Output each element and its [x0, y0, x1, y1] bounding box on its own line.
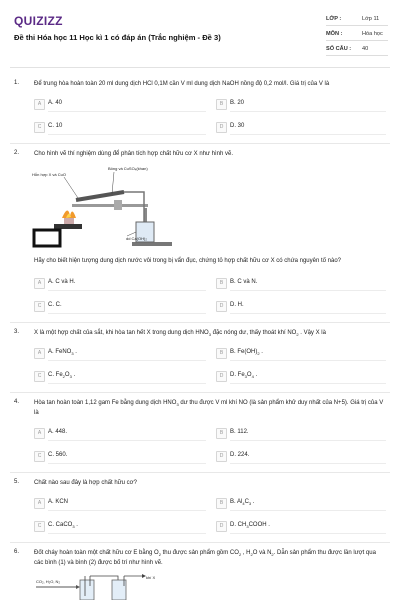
question-number: 3. [14, 329, 20, 335]
option-text: C. CaCO$_3$ . [48, 522, 78, 530]
option-text: A. C và H. [48, 279, 76, 285]
option-text: A. KCN [48, 499, 69, 505]
option-letter-box: C [34, 122, 45, 133]
meta-label: SỐ CÂU : [326, 46, 352, 52]
option-text: B. $Al_4C_3$ . [230, 499, 255, 507]
meta-value: Lớp 11 [362, 16, 380, 22]
option-letter-box: A [34, 99, 45, 110]
option-text: D. H. [230, 302, 244, 308]
option-letter-box: B [216, 428, 227, 439]
option-letter-box: C [34, 371, 45, 382]
option-letter-box: D [216, 371, 227, 382]
option-letter-box: A [34, 498, 45, 509]
option-text: B. $Fe(OH)_2$ . [230, 349, 263, 357]
option-letter-box: B [216, 498, 227, 509]
meta-label: LỚP : [326, 16, 342, 22]
meta-value: Hóa học [362, 31, 383, 37]
option-letter-box: B [216, 348, 227, 359]
option-letter-box: C [34, 301, 45, 312]
option-text: C. C. [48, 302, 62, 308]
question-text: Để trung hòa hoàn toàn 20 ml dung dịch HCl 0,1M cần V ml dung dịch NaOH nồng độ 0,2 mol/l. Giá trị của V là [34, 81, 330, 87]
option-text: C. 560. [48, 452, 68, 458]
option-letter-box: D [216, 122, 227, 133]
question-divider [10, 322, 390, 323]
option-letter-box: C [34, 451, 45, 462]
question-number: 6. [14, 549, 20, 555]
option-letter-box: D [216, 451, 227, 462]
question-number: 5. [14, 479, 20, 485]
figure-label-mixture: Hỗn hợp X và CuO [32, 172, 66, 177]
option-text: C. 10 [48, 123, 63, 129]
question-number: 1. [14, 80, 20, 86]
option-text: D. $CH_3COOH$ . [230, 522, 270, 530]
header-divider [10, 67, 390, 68]
option-text: C. $Fe_2O_3$ . [48, 372, 76, 380]
figure-label-products: CO₂, H₂O, N₂ [36, 579, 60, 584]
option-letter-box: D [216, 521, 227, 532]
option-letter-box: D [216, 301, 227, 312]
meta-value: 40 [362, 46, 369, 52]
question-text: X là một hợp chất của sắt, khi hòa tan hết X trong dung dịch $HNO_3$ đặc nóng dư, thấy thoát khí $NO_2$ . Vậy X là [34, 330, 326, 338]
absorption-figure [32, 574, 182, 600]
question-divider [10, 143, 390, 144]
option-text: B. 112. [230, 429, 249, 435]
question-text-continued: Hãy cho biết hiện tượng dung dịch nước vôi trong bị vẩn đục, chứng tỏ hợp chất hữu cơ X có chứa nguyên tố nào? [34, 258, 342, 264]
option-text: B. C và N. [230, 279, 258, 285]
question-divider [10, 472, 390, 473]
option-text: D. $Fe_3O_4$ . [230, 372, 258, 380]
question-text: Hòa tan hoàn toàn 1,12 gam Fe bằng dung dịch $HNO_3$ dư thu được V ml khí NO (là sản phẩm khử duy nhất của N+5). Giá trị của V là [34, 400, 384, 417]
question-number: 4. [14, 399, 20, 405]
option-letter-box: A [34, 278, 45, 289]
option-text: D. 224. [230, 452, 250, 458]
quizizz-logo: QUIZIZZ [14, 14, 63, 28]
option-text: A. FeNO$_3$ . [48, 349, 77, 357]
question-divider [10, 392, 390, 393]
option-text: D. 30 [230, 123, 245, 129]
option-letter-box: A [34, 348, 45, 359]
option-letter-box: B [216, 99, 227, 110]
worksheet-title: Đề thi Hóa học 11 Học kì 1 có đáp án (Trắc nghiệm - Đề 3) [14, 33, 221, 42]
figure-label-cotton: Bông và CuSO₄(khan) [108, 166, 148, 171]
option-letter-box: A [34, 428, 45, 439]
question-text: Đốt cháy hoàn toàn một chất hữu cơ E bằng $O_2$ thu được sản phẩm gồm $CO_2$ , $H_2O$ và $N_2$. Dẫn sản phẩm thu được lần lượt qua các bình (1) và bình (2) được bố trí như hình vẽ. [34, 550, 376, 567]
question-divider [10, 542, 390, 543]
figure-label-gas: khí X [146, 575, 156, 580]
option-text: A. 448. [48, 429, 68, 435]
question-text: Cho hình vẽ thí nghiệm dùng để phân tích hợp chất hữu cơ X như hình vẽ. [34, 151, 234, 157]
experiment-figure [32, 164, 182, 250]
option-letter-box: B [216, 278, 227, 289]
option-text: A. 40 [48, 100, 63, 106]
option-text: B. 20 [230, 100, 245, 106]
question-number: 2. [14, 150, 20, 156]
option-letter-box: C [34, 521, 45, 532]
question-text: Chất nào sau đây là hợp chất hữu cơ? [34, 480, 137, 486]
meta-label: MÔN : [326, 31, 343, 37]
figure-label-limewater: dd Ca(OH)₂ [126, 236, 147, 241]
